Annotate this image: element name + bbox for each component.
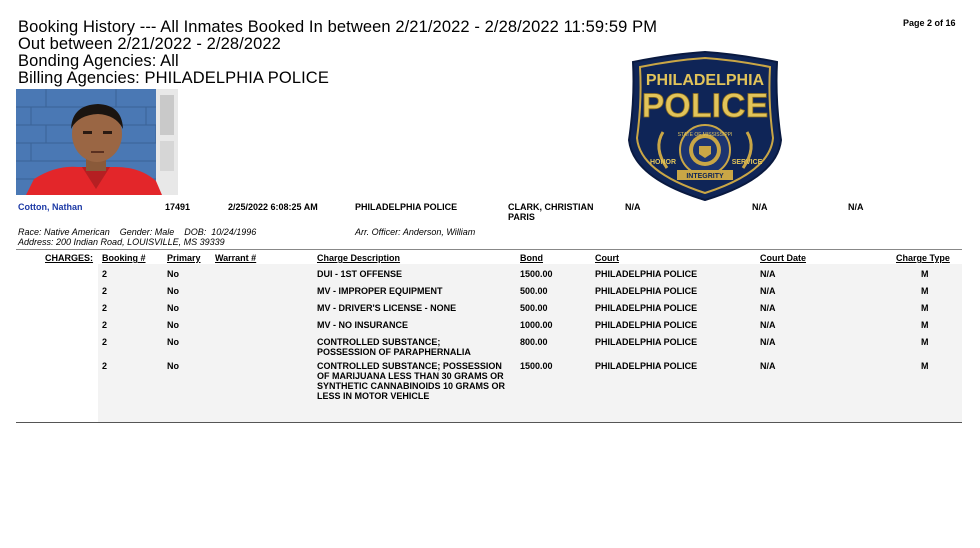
badge-bottom-ribbon: INTEGRITY <box>686 173 724 180</box>
col-charge-type: Charge Type <box>896 253 950 263</box>
row3-description: MV - DRIVER'S LICENSE - NONE <box>317 303 457 313</box>
report-out-range: Out between 2/21/2022 - 2/28/2022 <box>18 35 281 53</box>
row5-booking: 2 <box>102 337 108 347</box>
row1-description: DUI - 1ST OFFENSE <box>317 269 403 279</box>
row1-booking: 2 <box>102 269 108 279</box>
row4-bond: 1000.00 <box>520 320 553 330</box>
row3-court-date: N/A <box>760 303 776 313</box>
row5-court-date: N/A <box>760 337 776 347</box>
report-bonding-agencies: Bonding Agencies: All <box>18 52 179 70</box>
col-warrant: Warrant # <box>215 253 257 263</box>
page-number: Page 2 of 16 <box>903 18 956 28</box>
row2-booking: 2 <box>102 286 108 296</box>
row5-primary: No <box>167 337 179 347</box>
col-court-date: Court Date <box>760 253 807 263</box>
row3-bond: 500.00 <box>520 303 548 313</box>
philadelphia-police-badge <box>627 50 783 202</box>
row5-charge-type: M <box>921 337 929 347</box>
badge-main-text: POLICE <box>641 87 769 125</box>
inmate-demographics: Race: Native American Gender: Male DOB: 10/24/1996 <box>18 227 257 237</box>
row6-charge-type: M <box>921 361 929 371</box>
field-a: N/A <box>625 202 641 212</box>
row6-booking: 2 <box>102 361 108 371</box>
row6-court: PHILADELPHIA POLICE <box>595 361 698 371</box>
row6-court-date: N/A <box>760 361 776 371</box>
row6-description: CONTROLLED SUBSTANCE; POSSESSION OF MARIJUANA LESS THAN 30 GRAMS OR SYNTHETIC CANNABINOIDS 10 GRAMS OR LESS IN MOTOR VEHICLE <box>317 361 506 401</box>
field-b: N/A <box>752 202 768 212</box>
col-description: Charge Description <box>317 253 401 263</box>
row4-charge-type: M <box>921 320 929 330</box>
row1-court: PHILADELPHIA POLICE <box>595 269 698 279</box>
badge-top-text: PHILADELPHIA <box>645 72 765 89</box>
inmate-name: Cotton, Nathan <box>18 202 83 212</box>
badge-right-ribbon: SERVICE <box>731 159 763 166</box>
badge-seal-text: STATE OF MISSISSIPPI <box>677 132 733 138</box>
report-title: Booking History --- All Inmates Booked In between 2/21/2022 - 2/28/2022 11:59:59 PM <box>18 18 658 36</box>
row6-bond: 1500.00 <box>520 361 553 371</box>
booking-datetime: 2/25/2022 6:08:25 AM <box>228 202 318 212</box>
row5-court: PHILADELPHIA POLICE <box>595 337 698 347</box>
row1-primary: No <box>167 269 179 279</box>
row5-bond: 800.00 <box>520 337 548 347</box>
row3-booking: 2 <box>102 303 108 313</box>
row4-primary: No <box>167 320 179 330</box>
field-c: N/A <box>848 202 864 212</box>
col-court: Court <box>595 253 619 263</box>
inmate-address: Address: 200 Indian Road, LOUISVILLE, MS 39339 <box>18 237 225 247</box>
row4-booking: 2 <box>102 320 108 330</box>
booking-id: 17491 <box>165 202 191 212</box>
col-primary: Primary <box>167 253 201 263</box>
row4-court: PHILADELPHIA POLICE <box>595 320 698 330</box>
officer-name: CLARK, CHRISTIAN PARIS <box>508 202 594 222</box>
arresting-agency: PHILADELPHIA POLICE <box>355 202 458 212</box>
row2-description: MV - IMPROPER EQUIPMENT <box>317 286 443 296</box>
row5-description: CONTROLLED SUBSTANCE; POSSESSION OF PARAPHERNALIA <box>317 337 471 357</box>
row2-court: PHILADELPHIA POLICE <box>595 286 698 296</box>
row2-charge-type: M <box>921 286 929 296</box>
charges-label: CHARGES: <box>45 253 94 263</box>
row3-charge-type: M <box>921 303 929 313</box>
inmate-photo <box>16 89 178 195</box>
badge-left-ribbon: HONOR <box>649 159 677 166</box>
row2-court-date: N/A <box>760 286 776 296</box>
row3-court: PHILADELPHIA POLICE <box>595 303 698 313</box>
row2-bond: 500.00 <box>520 286 548 296</box>
col-bond: Bond <box>520 253 543 263</box>
col-booking: Booking # <box>102 253 146 263</box>
row4-court-date: N/A <box>760 320 776 330</box>
row1-charge-type: M <box>921 269 929 279</box>
row3-primary: No <box>167 303 179 313</box>
row1-court-date: N/A <box>760 269 776 279</box>
row1-bond: 1500.00 <box>520 269 553 279</box>
arresting-officer: Arr. Officer: Anderson, William <box>355 227 476 237</box>
row4-description: MV - NO INSURANCE <box>317 320 409 330</box>
report-billing-agencies: Billing Agencies: PHILADELPHIA POLICE <box>18 69 329 87</box>
row6-primary: No <box>167 361 179 371</box>
row2-primary: No <box>167 286 179 296</box>
